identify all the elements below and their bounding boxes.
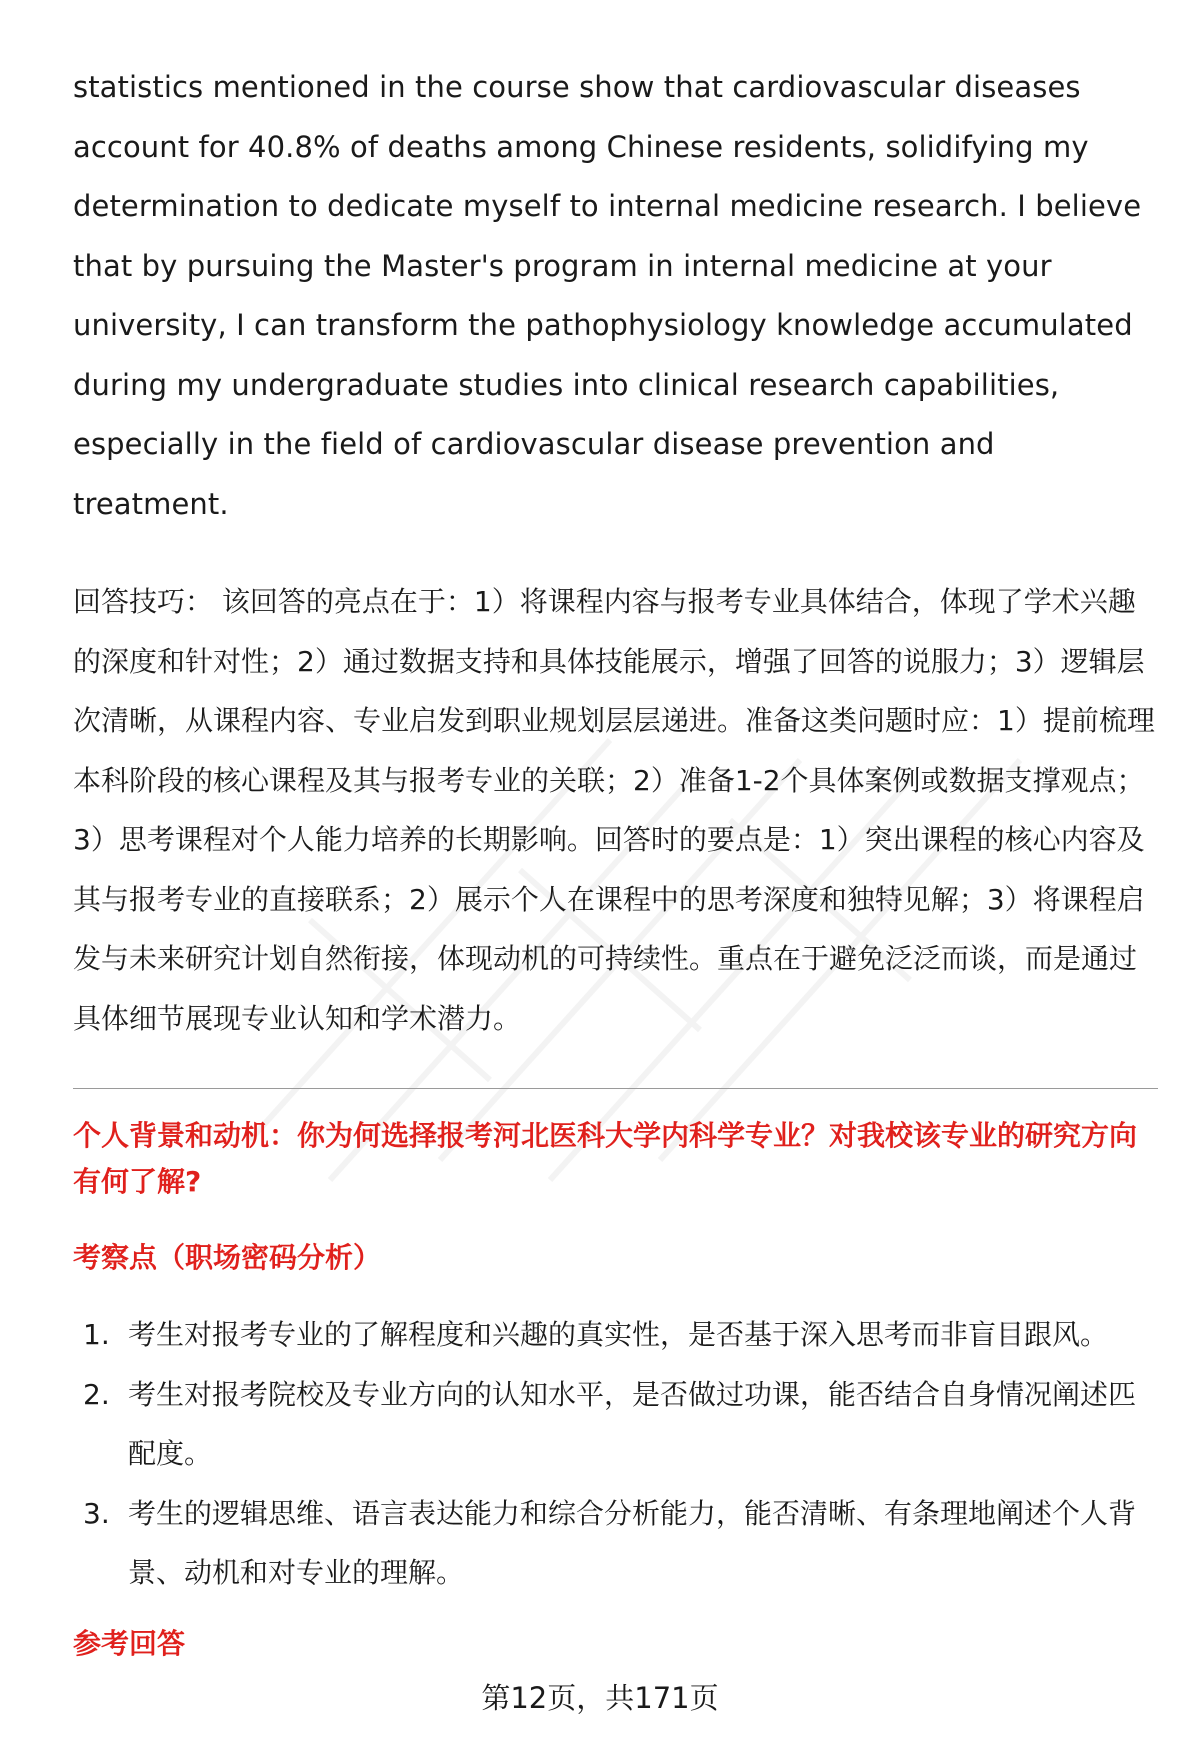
answer-tips-paragraph: 回答技巧： 该回答的亮点在于：1）将课程内容与报考专业具体结合，体现了学术兴趣的深度和针对性；2）通过数据支持和具体技能展示，增强了回答的说服力；3）逻辑层次清晰，从课程内容、专业启发到职业规划层层递进。准备这类问题时应：1）提前梳理本科阶段的核心课程及其与报考专业的关联；2）准备1-2个具体案例或数据支撑观点；3）思考课程对个人能力培养的长期影响。回答时的要点是：1）突出课程的核心内容及其与报考专业的直接联系；2）展示个人在课程中的思考深度和独特见解；3）将课程启发与未来研究计划自然衔接，体现动机的可持续性。重点在于避免泛泛而谈，而是通过具体细节展现专业认知和学术潜力。 [73, 585, 1155, 1035]
reference-answer-heading: 参考回答 [73, 1626, 186, 1660]
list-item-number: 2. [83, 1377, 110, 1411]
section-divider [73, 1088, 1158, 1089]
assessment-list [73, 1305, 1158, 1603]
list-item-text: 考生对报考专业的了解程度和兴趣的真实性，是否基于深入思考而非盲目跟风。 [128, 1318, 1109, 1351]
list-item-text: 考生的逻辑思维、语言表达能力和综合分析能力，能否清晰、有条理地阐述个人背景、动机和对专业的理解。 [128, 1496, 1137, 1589]
list-item [73, 1305, 1158, 1365]
question-heading: 个人背景和动机：你为何选择报考河北医科大学内科学专业？对我校该专业的研究方向有何了解? [73, 1119, 1138, 1198]
list-item [73, 1484, 1158, 1603]
list-item [73, 1365, 1158, 1484]
document-page [73, 58, 1158, 1667]
list-item-number: 3. [83, 1496, 110, 1530]
english-answer-paragraph: statistics mentioned in the course show that cardiovascular diseases account for 40.8% of deaths among Chinese residents, solidifying my determination to dedicate myself to internal medicine research. I believe that by pursuing the Master's program in internal medicine at your university, I can transform the pathophysiology knowledge accumulated during my undergraduate studies into clinical research capabilities, especially in the field of cardiovascular disease prevention and treatment. [73, 70, 1142, 521]
assessment-heading: 考察点（职场密码分析） [73, 1241, 382, 1274]
page-number-footer: 第12页，共171页 [481, 1681, 719, 1715]
list-item-number: 1. [83, 1318, 110, 1351]
list-item-text: 考生对报考院校及专业方向的认知水平，是否做过功课，能否结合自身情况阐述匹配度。 [128, 1377, 1137, 1470]
